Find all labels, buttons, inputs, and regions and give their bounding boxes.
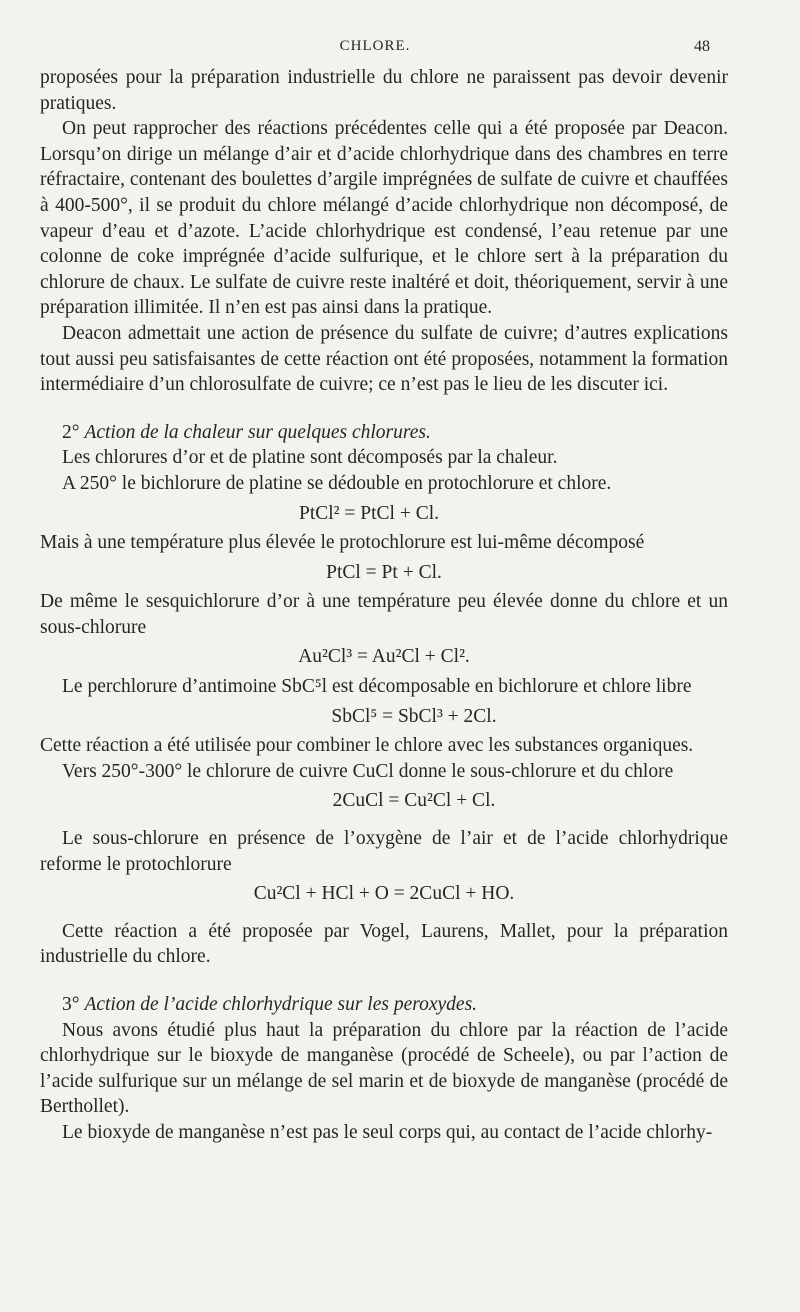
paragraph: Mais à une température plus élevée le protochlorure est lui-même décomposé	[40, 532, 645, 554]
section-number: 2°	[62, 421, 80, 443]
formula: 2CuCl = Cu²Cl + Cl.	[332, 790, 496, 812]
section-title: Action de l’acide chlorhydrique sur les peroxydes.	[84, 994, 478, 1015]
paragraph: Cette réaction a été proposée par Vogel, Laurens, Mallet, pour la préparation industrielle du chlore.	[40, 920, 728, 968]
section-title: Action de la chaleur sur quelques chlorures.	[84, 421, 431, 443]
paragraph: Le sous-chlorure en présence de l’oxygène de l’air et de l’acide chlorhydrique reforme le protochlorure	[40, 828, 728, 875]
paragraph: proposées pour la préparation industrielle du chlore ne paraissent pas devoir devenir pratiques.	[40, 67, 728, 114]
section-heading	[40, 992, 728, 1018]
page-body	[40, 65, 728, 1146]
page-number: 48	[694, 38, 710, 55]
paragraph: Nous avons étudié plus haut la préparation du chlore par la réaction de l’acide chlorhydrique sur le bioxyde de manganèse (procédé de Scheele), ou par l’action de l’acide sulfurique sur un mélange de sel marin et de bioxyde de manganèse (procédé de Berthollet).	[40, 1019, 728, 1118]
formula: Au²Cl³ = Au²Cl + Cl².	[298, 646, 470, 668]
spacer	[40, 818, 728, 826]
paragraph: De même le sesquichlorure d’or à une température peu élevée donne du chlore et un sous-chlorure	[40, 591, 728, 638]
section-heading	[40, 420, 728, 446]
paragraph: Les chlorures d’or et de platine sont décomposés par la chaleur.	[62, 447, 558, 469]
paragraph: Le perchlorure d’antimoine SbC⁵l est décomposable en bichlorure et chlore libre	[62, 676, 692, 698]
formula: Cu²Cl + HCl + O = 2CuCl + HO.	[253, 883, 515, 905]
paragraph: Cette réaction a été utilisée pour combiner le chlore avec les substances organiques.	[40, 735, 694, 757]
paragraph: Vers 250°-300° le chlorure de cuivre CuCl donne le sous-chlorure et du chlore	[62, 760, 674, 782]
spacer	[40, 911, 728, 919]
paragraph: Deacon admettait une action de présence du sulfate de cuivre; d’autres explications tout aussi peu satisfaisantes de cette réaction ont été proposées, notamment la formation intermédiaire d’un chlorosulfate de cuivre; ce n’est pas le lieu de les discuter ici.	[40, 322, 728, 396]
section-number: 3°	[62, 994, 80, 1015]
paragraph: On peut rapprocher des réactions précédentes celle qui a été proposée par Deacon. Lorsqu’on dirige un mélange d’air et d’acide chlorhydrique dans des chambres en terre réfractaire, contenant des boulettes d’argile imprégnées de sulfate de cuivre et chauffées à 400-500°, il se produit du chlore mélangé d’acide chlorhydrique non décomposé, de vapeur d’eau et d’azote. L’acide chlorhydrique est condensé, l’eau retenue par une colonne de coke imprégnée d’acide sulfurique, et le chlore sert à la préparation du chlorure de chaux. Le sulfate de cuivre reste inaltéré et doit, théoriquement, servir à une préparation illimitée. Il n’en est pas ainsi dans la pratique.	[40, 118, 728, 319]
paragraph: A 250° le bichlorure de platine se dédouble en protochlorure et chlore.	[62, 472, 612, 494]
formula: PtCl² = PtCl + Cl.	[298, 502, 439, 524]
page-header	[40, 38, 710, 60]
running-title: CHLORE.	[339, 38, 411, 54]
paragraph: Le bioxyde de manganèse n’est pas le seul corps qui, au contact de l’acide chlorhy-	[62, 1121, 713, 1143]
formula: SbCl⁵ = SbCl³ + 2Cl.	[331, 705, 497, 727]
formula: PtCl = Pt + Cl.	[326, 561, 442, 583]
